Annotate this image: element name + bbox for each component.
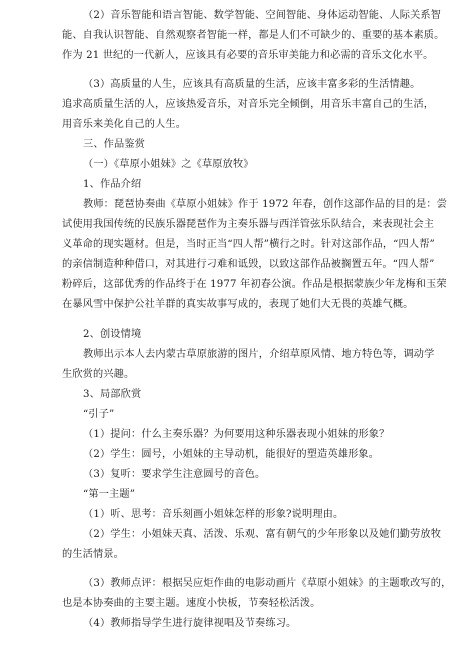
theme-step-3-line-1: （3）教师点评：根据吴应炬作曲的电影动画片《草原小姐妹》的主题歌改写的， — [83, 578, 452, 589]
theme-step-2-line-1: （2）学生：小姐妹天真、活泼、乐观、富有朝气的少年形象以及她们勤劳放牧 — [83, 529, 442, 540]
paragraph-2-line-1: （2）音乐智能和语言智能、数学智能、空间智能、身体运动智能、人际关系智 — [83, 10, 442, 21]
paragraph-3-line-2: 追求高质量生活的人，应该热爱音乐，对音乐完全倾倒，用音乐丰富自己的生活， — [62, 99, 435, 110]
intro-line-2: 试使用我国传统的民族乐器琵琶作为主奏乐器与西洋管弦乐队结合，来表现社会主 — [62, 219, 435, 230]
theme-step-2-line-2: 的生活情景。 — [62, 549, 125, 560]
subsection-heading: （一）《草原小姐妹》之《草原放牧》 — [83, 159, 254, 170]
intro-step-1: （1）提问：什么主奏乐器？为何要用这种乐器表现小姐妹的形象？ — [83, 429, 390, 440]
theme-step-3-line-2: 也是本协奏曲的主要主题。速度小快板，节奏轻松活泼。 — [62, 598, 321, 609]
intro-line-5: 粉碎后，这部优秀的作品终于在 1977 年初春公演。作品是根据蒙族少年龙梅和玉荣 — [62, 279, 447, 290]
context-line-2: 生欣赏的兴趣。 — [62, 369, 135, 380]
theme-one-label: “第一主题” — [83, 489, 136, 500]
intro-line-4: 的亲信制造种种借口，对其进行刁难和诋毁，以致这部作品被搁置五年。“四人帮” — [62, 259, 435, 270]
intro-line-3: 义革命的现实题材。但是，当时正当“四人帮”横行之时。针对这部作品，“四人帮” — [62, 239, 435, 250]
item-heading-2: 2、创设情境 — [83, 329, 142, 340]
paragraph-2-line-3: 作为 21 世纪的一代新人，应该具有必要的音乐审美能力和必需的音乐文化水平。 — [62, 50, 434, 61]
paragraph-3-line-3: 用音乐来美化自己的人生。 — [62, 119, 187, 130]
context-line-1: 教师出示本人去内蒙古草原旅游的图片，介绍草原风情、地方特色等，调动学 — [83, 349, 435, 360]
item-heading-1: 1、作品介绍 — [83, 179, 142, 190]
theme-step-1: （1）听、思考：音乐刻画小姐妹怎样的形象?说明理由。 — [83, 509, 344, 520]
paragraph-3-line-1: （3）高质量的人生，应该具有高质量的生活，应该丰富多彩的生活情趣。 — [83, 79, 421, 90]
theme-step-4: （4）教师指导学生进行旋律视唱及节奏练习。 — [83, 618, 297, 629]
item-heading-3: 3、局部欣赏 — [83, 389, 142, 400]
intro-line-6: 在暴风雪中保护公社羊群的真实故事写成的，表现了她们大无畏的英雄气概。 — [62, 299, 414, 310]
paragraph-2-line-2: 能、自我认识智能、自然观察者智能一样，都是人们不可缺少的、重要的基本素质。 — [62, 30, 445, 41]
intro-step-3: （3）复听：要求学生注意圆号的音色。 — [83, 469, 266, 480]
intro-line-1: 教师：琵琶协奏曲《草原小姐妹》作于 1972 年春，创作这部作品的目的是：尝 — [83, 199, 448, 210]
intro-section-label: “引子” — [83, 409, 115, 420]
intro-step-2: （2）学生：圆号，小姐妹的主导动机，能很好的塑造英雄形象。 — [83, 449, 380, 460]
section-heading: 三、作品鉴赏 — [83, 139, 146, 150]
